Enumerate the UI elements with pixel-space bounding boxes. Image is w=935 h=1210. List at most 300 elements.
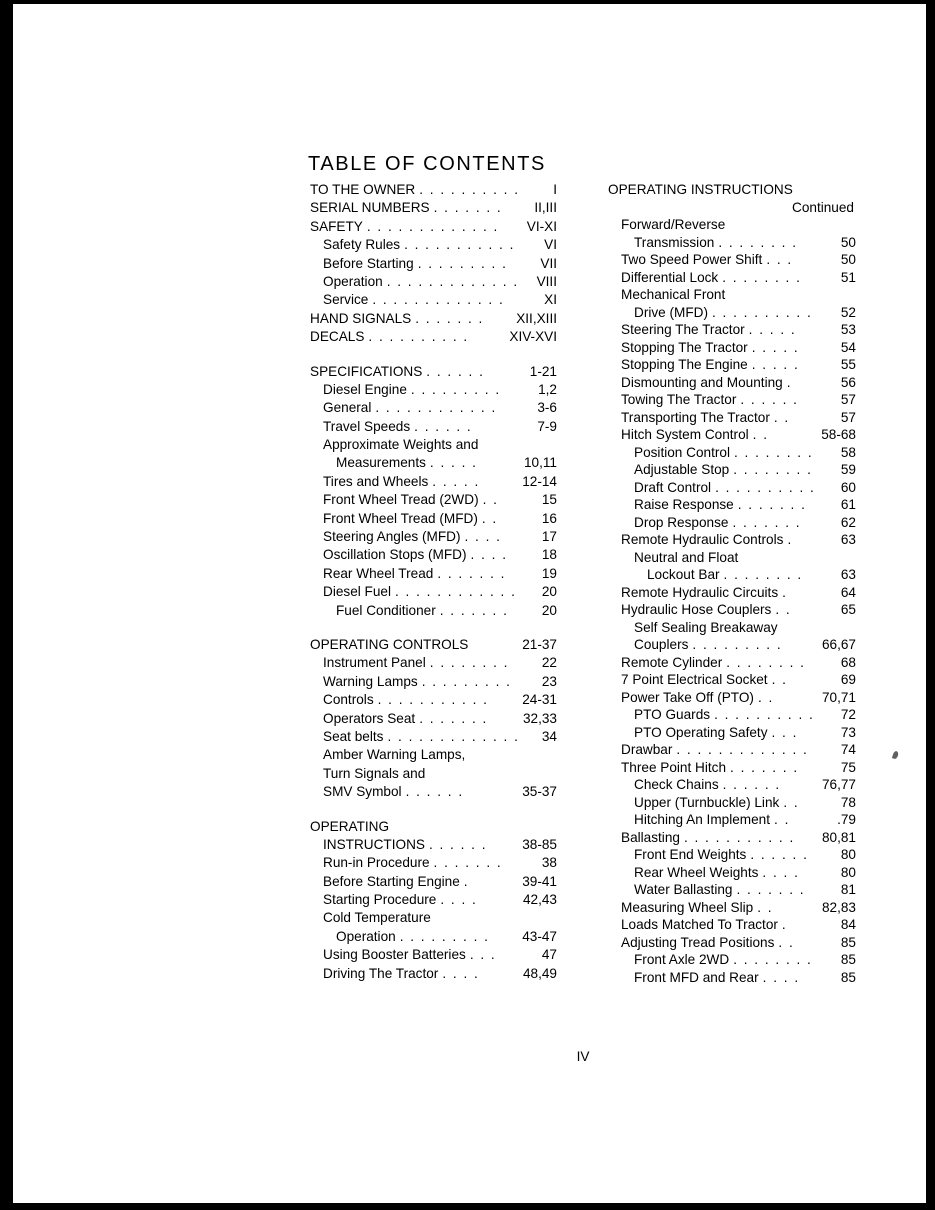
toc-entry bbox=[310, 836, 557, 854]
toc-entry bbox=[608, 759, 856, 777]
toc-entry bbox=[310, 528, 557, 546]
toc-entry bbox=[608, 216, 856, 234]
toc-entry-label: Forward/Reverse bbox=[621, 217, 726, 232]
toc-entry-label: Front Wheel Tread (MFD) bbox=[323, 510, 478, 526]
toc-entry bbox=[608, 374, 856, 392]
toc-entry-page: 58-68 bbox=[821, 427, 856, 442]
toc-entry-label: Transmission bbox=[634, 234, 715, 250]
toc-entry bbox=[310, 783, 557, 801]
toc-entry-page: XII,XIII bbox=[516, 310, 557, 326]
toc-entry-page: 18 bbox=[541, 547, 557, 563]
toc-entry-leader: . bbox=[463, 873, 470, 889]
toc-entry-leader: . . . . . . . . . bbox=[410, 381, 501, 397]
toc-entry-leader: . . . . . . . . bbox=[723, 567, 803, 582]
toc-entry bbox=[310, 691, 557, 709]
toc-entry-label: Stopping The Tractor bbox=[621, 339, 748, 355]
toc-entry-label: Before Starting Engine bbox=[323, 873, 460, 889]
toc-entry-label: INSTRUCTIONS bbox=[323, 836, 425, 852]
toc-entry-label: OPERATING CONTROLS bbox=[310, 636, 469, 652]
toc-entry-label: Steering The Tractor bbox=[621, 322, 745, 337]
toc-entry-label: Run-in Procedure bbox=[323, 855, 430, 871]
toc-entry-leader: . . . . . . . . . . . . . bbox=[676, 742, 809, 757]
toc-entry-page: II,III bbox=[534, 200, 557, 216]
toc-entry bbox=[310, 454, 557, 472]
toc-entry-page: 73 bbox=[840, 724, 856, 740]
toc-entry-leader: . . . . . bbox=[748, 322, 797, 337]
toc-entry-label: Fuel Conditioner bbox=[336, 602, 436, 618]
toc-entry-leader: . . . . . . . . bbox=[726, 654, 806, 670]
toc-entry-page: 80 bbox=[840, 847, 856, 862]
toc-entry-label: Raise Response bbox=[634, 497, 734, 512]
toc-entry-label: Travel Speeds bbox=[323, 418, 411, 434]
toc-entry bbox=[608, 391, 856, 409]
toc-entry-label: Measuring Wheel Slip bbox=[621, 899, 754, 915]
toc-entry-page: XI bbox=[544, 292, 557, 308]
toc-entry-page: 74 bbox=[840, 742, 856, 757]
toc-entry-leader: . . . . bbox=[762, 969, 800, 985]
toc-entry bbox=[608, 479, 856, 497]
toc-entry-page: 64 bbox=[840, 584, 856, 600]
toc-entry-label: OPERATING bbox=[310, 818, 390, 834]
toc-entry bbox=[608, 811, 856, 829]
toc-entry-label: Driving The Tractor bbox=[323, 965, 439, 981]
toc-right-entries bbox=[608, 216, 856, 986]
toc-entry-label: Hitching An Implement bbox=[634, 812, 771, 827]
toc-entry-label: Operators Seat bbox=[323, 710, 416, 726]
toc-entry-label: Front MFD and Rear bbox=[634, 969, 759, 985]
toc-entry-label: Cold Temperature bbox=[323, 910, 431, 926]
toc-entry-page: 75 bbox=[840, 759, 856, 775]
toc-entry-page: 43-47 bbox=[522, 928, 557, 944]
toc-entry bbox=[608, 741, 856, 759]
toc-entry-leader: . . . . . bbox=[751, 357, 800, 372]
toc-entry-leader: . bbox=[782, 584, 788, 600]
toc-entry-page: 76,77 bbox=[821, 777, 856, 792]
toc-entry bbox=[608, 671, 856, 689]
toc-entry-label: Approximate Weights and bbox=[323, 437, 479, 453]
toc-entry-leader: . . . . . . . . . . . . bbox=[395, 584, 517, 600]
toc-entry-label: Remote Hydraulic Controls bbox=[621, 532, 784, 547]
toc-entry-page: 12-14 bbox=[522, 473, 557, 489]
toc-entry bbox=[608, 636, 856, 654]
toc-entry-leader: . bbox=[786, 374, 792, 390]
toc-entry-label: Loads Matched To Tractor bbox=[621, 917, 778, 932]
toc-entry-label: Mechanical Front bbox=[621, 287, 726, 302]
toc-entry bbox=[608, 549, 856, 567]
toc-entry-page: 55 bbox=[840, 357, 856, 372]
toc-entry-leader: . . . . . . . bbox=[415, 310, 484, 326]
toc-entry-page: 81 bbox=[840, 882, 856, 897]
toc-entry-label: TO THE OWNER bbox=[310, 182, 416, 197]
toc-entry bbox=[608, 269, 856, 287]
toc-entry-label: Seat belts bbox=[323, 728, 384, 744]
toc-entry-page: VIII bbox=[536, 273, 557, 289]
page-title: TABLE OF CONTENTS bbox=[308, 153, 546, 176]
toc-entry-leader: . . . . . . . bbox=[433, 855, 503, 871]
toc-entry-page: 15 bbox=[541, 492, 557, 508]
toc-entry bbox=[310, 873, 557, 891]
toc-entry-leader: . bbox=[781, 917, 788, 932]
toc-entry-leader: . . . . . . . bbox=[736, 882, 806, 897]
toc-entry-leader: . . bbox=[783, 794, 800, 810]
toc-entry-page: 82,83 bbox=[821, 899, 856, 915]
toc-section-continued: Continued bbox=[792, 199, 854, 215]
toc-entry bbox=[310, 436, 557, 454]
toc-entry-page: 63 bbox=[840, 567, 856, 582]
toc-entry bbox=[310, 363, 557, 381]
toc-entry-page: 50 bbox=[840, 234, 856, 250]
toc-entry-leader: . . bbox=[757, 689, 774, 705]
toc-entry bbox=[310, 291, 557, 309]
toc-entry-label: Stopping The Engine bbox=[621, 357, 748, 372]
toc-entry-label: Measurements bbox=[336, 455, 426, 471]
toc-entry-label: SAFETY bbox=[310, 218, 363, 234]
scan-edge-top bbox=[0, 0, 935, 4]
toc-entry-label: Before Starting bbox=[323, 255, 414, 271]
toc-entry-page: VI bbox=[544, 237, 557, 253]
toc-entry-leader: . . . . . . . . bbox=[733, 952, 813, 967]
toc-entry-label: Hitch System Control bbox=[621, 427, 749, 442]
toc-entry-label: Drop Response bbox=[634, 514, 729, 530]
toc-entry-page: 16 bbox=[541, 510, 557, 526]
toc-entry bbox=[608, 864, 856, 882]
toc-entry-page: VII bbox=[540, 255, 557, 271]
toc-entry-page: 3-6 bbox=[537, 400, 557, 416]
toc-entry-leader: . . bbox=[771, 672, 788, 687]
toc-entry bbox=[310, 473, 557, 491]
toc-entry-leader: . . . . . . . . . bbox=[399, 928, 490, 944]
toc-entry-label: Oscillation Stops (MFD) bbox=[323, 547, 467, 563]
toc-entry-label: DECALS bbox=[310, 329, 365, 345]
toc-entry-page: 21-37 bbox=[522, 636, 557, 652]
toc-entry-leader: . . . . . . . . . . . . . bbox=[366, 218, 499, 234]
toc-entry-leader: . . . . . . bbox=[428, 836, 487, 852]
toc-entry-leader: . . . . . . . . . . . . . bbox=[372, 292, 505, 308]
toc-entry-page: 32,33 bbox=[522, 710, 557, 726]
toc-entry-label: Operation bbox=[323, 273, 383, 289]
toc-entry bbox=[310, 965, 557, 983]
toc-entry-leader: . . . . . . . . . . . bbox=[683, 829, 795, 845]
toc-entry-page: 57 bbox=[840, 392, 856, 407]
toc-entry-leader: . . . . . bbox=[432, 473, 480, 489]
toc-entry-page: 78 bbox=[840, 794, 856, 810]
toc-entry-leader: . . . . . . . . . . bbox=[712, 304, 813, 320]
toc-entry-leader: . . . . bbox=[464, 529, 502, 545]
toc-entry bbox=[608, 426, 856, 444]
toc-entry-label: Two Speed Power Shift bbox=[621, 252, 763, 267]
toc-entry-page: XIV-XVI bbox=[509, 329, 557, 345]
toc-entry-page: 38-85 bbox=[522, 836, 557, 852]
toc-entry-leader: . . . . . . . . . . bbox=[714, 707, 815, 722]
toc-entry-page: 22 bbox=[541, 655, 557, 671]
toc-entry bbox=[310, 199, 557, 217]
toc-entry-leader: . . . . . . . bbox=[433, 200, 503, 216]
toc-entry-label: Using Booster Batteries bbox=[323, 947, 466, 963]
toc-entry bbox=[608, 496, 856, 514]
toc-entry-page: 59 bbox=[840, 462, 856, 477]
toc-entry-label: Couplers bbox=[634, 637, 689, 652]
toc-entry bbox=[310, 854, 557, 872]
toc-entry-page: 61 bbox=[840, 497, 856, 512]
toc-entry bbox=[310, 328, 557, 346]
toc-entry bbox=[608, 916, 856, 934]
toc-entry bbox=[310, 946, 557, 964]
toc-entry-label: Dismounting and Mounting bbox=[621, 374, 783, 390]
toc-entry-page: 19 bbox=[541, 565, 557, 581]
toc-entry bbox=[608, 251, 856, 269]
toc-entry-label: SERIAL NUMBERS bbox=[310, 200, 430, 216]
toc-entry bbox=[310, 654, 557, 672]
toc-entry-leader: . . . . . . . bbox=[737, 497, 807, 512]
toc-entry-label: Steering Angles (MFD) bbox=[323, 529, 461, 545]
toc-entry-leader: . . . . . . bbox=[740, 392, 799, 407]
toc-entry-page: 50 bbox=[840, 252, 856, 267]
toc-entry bbox=[608, 601, 856, 619]
toc-entry-label: Lockout Bar bbox=[647, 567, 720, 582]
toc-entry-label: Safety Rules bbox=[323, 237, 401, 253]
toc-entry-leader: . . . . . . . . . . bbox=[368, 329, 469, 345]
toc-entry bbox=[608, 776, 856, 794]
toc-entry-page: I bbox=[553, 182, 557, 197]
toc-entry bbox=[608, 881, 856, 899]
toc-entry bbox=[608, 951, 856, 969]
toc-entry-leader: . . . . . . . bbox=[439, 602, 509, 618]
toc-entry bbox=[608, 531, 856, 549]
toc-entry bbox=[608, 846, 856, 864]
toc-entry-label: Warning Lamps bbox=[323, 673, 418, 689]
toc-entry-page: 72 bbox=[840, 707, 856, 722]
toc-entry bbox=[608, 654, 856, 672]
toc-entry-page: 7-9 bbox=[537, 418, 557, 434]
toc-entry-page: .79 bbox=[837, 812, 856, 827]
toc-entry-page: 42,43 bbox=[522, 892, 557, 908]
toc-entry-leader: . . . . . . . . . . bbox=[419, 182, 520, 197]
toc-entry-label: PTO Guards bbox=[634, 707, 711, 722]
toc-entry-label: Rear Wheel Weights bbox=[634, 864, 759, 880]
toc-entry bbox=[608, 584, 856, 602]
toc-entry-label: General bbox=[323, 400, 372, 416]
toc-entry-leader: . . . . . . . . bbox=[429, 655, 509, 671]
toc-entry bbox=[310, 381, 557, 399]
toc-entry-leader: . . . . . . . . . . . . bbox=[375, 400, 497, 416]
toc-entry bbox=[310, 746, 557, 764]
toc-entry bbox=[608, 566, 856, 584]
toc-entry-page: 54 bbox=[840, 339, 856, 355]
toc-entry-page: 85 bbox=[840, 952, 856, 967]
toc-entry-label: Turn Signals and bbox=[323, 765, 426, 781]
toc-entry bbox=[608, 724, 856, 742]
toc-entry-page: 57 bbox=[840, 409, 856, 425]
toc-entry-label: PTO Operating Safety bbox=[634, 724, 768, 740]
toc-entry bbox=[310, 510, 557, 528]
toc-entry bbox=[310, 891, 557, 909]
toc-entry-leader: . . . . . . . bbox=[732, 514, 802, 530]
toc-entry-leader: . . . . . . . . bbox=[733, 444, 814, 460]
toc-entry bbox=[310, 399, 557, 417]
toc-entry-page: 60 bbox=[840, 479, 856, 495]
toc-entry bbox=[608, 321, 856, 339]
toc-entry-leader: . . . . . . . . . . . . . bbox=[387, 728, 520, 744]
toc-entry-leader: . . bbox=[757, 899, 774, 915]
toc-entry-label: Front Axle 2WD bbox=[634, 952, 730, 967]
toc-entry bbox=[608, 234, 856, 252]
toc-entry-label: Check Chains bbox=[634, 777, 719, 792]
toc-entry-page: 1-21 bbox=[529, 363, 557, 379]
toc-entry-page: 39-41 bbox=[522, 873, 557, 889]
toc-entry-leader: . . . . . . bbox=[414, 418, 473, 434]
scan-edge-bottom bbox=[0, 1203, 935, 1210]
toc-entry-leader: . . bbox=[481, 510, 498, 526]
toc-entry bbox=[310, 765, 557, 783]
toc-entry-page: 20 bbox=[541, 584, 557, 600]
toc-entry-leader: . . . . . . . . . . bbox=[715, 479, 816, 495]
scan-edge-left bbox=[0, 0, 13, 1210]
toc-entry-page: 85 bbox=[840, 969, 856, 985]
toc-entry-leader: . . . bbox=[771, 724, 798, 740]
toc-entry bbox=[310, 636, 557, 654]
toc-entry-label: Water Ballasting bbox=[634, 882, 733, 897]
toc-entry-label: Upper (Turnbuckle) Link bbox=[634, 794, 780, 810]
toc-entry-page: 51 bbox=[840, 269, 856, 285]
toc-entry-page: 20 bbox=[541, 602, 557, 618]
toc-entry-label: Instrument Panel bbox=[323, 655, 426, 671]
page-number: IV bbox=[576, 1049, 590, 1064]
toc-entry-leader: . . . . . . bbox=[750, 847, 809, 862]
toc-entry bbox=[608, 409, 856, 427]
toc-entry bbox=[310, 818, 557, 836]
toc-entry-leader: . . . bbox=[469, 947, 497, 963]
toc-entry-label: Draft Control bbox=[634, 479, 712, 495]
toc-entry bbox=[310, 236, 557, 254]
toc-entry bbox=[608, 794, 856, 812]
toc-entry-leader: . . . . . . . bbox=[730, 759, 799, 775]
toc-entry-leader: . . . bbox=[766, 252, 793, 267]
toc-entry bbox=[310, 255, 557, 273]
toc-entry-leader: . . . . . . . bbox=[437, 565, 506, 581]
toc-entry-page: 17 bbox=[541, 529, 557, 545]
toc-entry-leader: . . . . . . bbox=[426, 363, 485, 379]
toc-entry-leader: . . bbox=[775, 602, 792, 617]
toc-entry-label: Diesel Fuel bbox=[323, 584, 391, 600]
toc-entry-label: Towing The Tractor bbox=[621, 392, 737, 407]
toc-entry-label: Three Point Hitch bbox=[621, 759, 727, 775]
toc-entry-label: HAND SIGNALS bbox=[310, 310, 412, 326]
toc-entry-label: Tires and Wheels bbox=[323, 473, 429, 489]
toc-entry-label: Drive (MFD) bbox=[634, 304, 708, 320]
toc-entry bbox=[608, 829, 856, 847]
toc-entry bbox=[310, 273, 557, 291]
toc-entry-page: 24-31 bbox=[522, 692, 557, 708]
scan-edge-right bbox=[926, 0, 935, 1210]
toc-entry-page: 1,2 bbox=[538, 381, 557, 397]
toc-entry-leader: . . bbox=[778, 934, 795, 950]
toc-entry-label: SPECIFICATIONS bbox=[310, 363, 423, 379]
toc-entry-label: Controls bbox=[323, 692, 374, 708]
toc-entry-label: Front End Weights bbox=[634, 847, 747, 862]
toc-entry-leader: . . . . . . . . . . . . . bbox=[386, 273, 519, 289]
toc-entry-leader: . . . . bbox=[470, 547, 508, 563]
toc-entry-leader: . . bbox=[773, 409, 790, 425]
toc-entry-page: 70,71 bbox=[821, 689, 856, 705]
toc-entry-label: Hydraulic Hose Couplers bbox=[621, 602, 772, 617]
toc-entry-leader: . bbox=[787, 532, 793, 547]
toc-entry-leader: . . . . . . . . . bbox=[692, 637, 783, 652]
toc-entry-leader: . . . . . . . . bbox=[722, 269, 802, 285]
toc-entry-label: Drawbar bbox=[621, 742, 673, 757]
toc-entry-leader: . . bbox=[752, 427, 769, 442]
toc-entry-page: 69 bbox=[840, 672, 856, 687]
toc-entry-page: 63 bbox=[840, 532, 856, 547]
toc-entry bbox=[310, 673, 557, 691]
toc-entry-label: Front Wheel Tread (2WD) bbox=[323, 492, 479, 508]
toc-entry-label: 7 Point Electrical Socket bbox=[621, 672, 768, 687]
toc-entry-leader: . . . . . . . . . . . bbox=[404, 237, 515, 253]
toc-entry-page: 62 bbox=[840, 514, 856, 530]
toc-entry-leader: . . . . . bbox=[429, 455, 478, 471]
toc-entry-page: 80 bbox=[840, 864, 856, 880]
toc-entry bbox=[310, 418, 557, 436]
toc-entry bbox=[310, 181, 557, 199]
toc-entry bbox=[310, 218, 557, 236]
toc-entry-label: SMV Symbol bbox=[323, 784, 402, 800]
toc-entry bbox=[608, 689, 856, 707]
toc-entry-label: Power Take Off (PTO) bbox=[621, 689, 754, 705]
toc-entry-label: Self Sealing Breakaway bbox=[634, 619, 778, 635]
toc-entry-page: VI-XI bbox=[526, 218, 557, 234]
toc-entry-page: 47 bbox=[541, 947, 557, 963]
toc-entry bbox=[608, 304, 856, 322]
toc-entry bbox=[608, 339, 856, 357]
toc-entry-leader: . . . . . . bbox=[405, 784, 464, 800]
toc-entry-page: 52 bbox=[840, 304, 856, 320]
toc-entry bbox=[310, 710, 557, 728]
toc-entry-label: Adjusting Tread Positions bbox=[621, 934, 775, 950]
toc-entry bbox=[310, 583, 557, 601]
toc-entry-label: Position Control bbox=[634, 444, 730, 460]
toc-entry-label: Service bbox=[323, 292, 369, 308]
toc-entry-leader: . . . . . bbox=[751, 339, 800, 355]
toc-entry bbox=[608, 444, 856, 462]
toc-entry-page: 38 bbox=[541, 855, 557, 871]
toc-entry-page: 35-37 bbox=[522, 784, 557, 800]
toc-entry bbox=[608, 356, 856, 374]
toc-entry-leader: . . . . . . . . bbox=[718, 234, 798, 250]
toc-entry-page: 56 bbox=[840, 374, 856, 390]
toc-entry bbox=[310, 928, 557, 946]
toc-entry-leader: . . bbox=[482, 492, 499, 508]
toc-entry bbox=[310, 909, 557, 927]
toc-entry bbox=[310, 602, 557, 620]
toc-entry bbox=[310, 310, 557, 328]
toc-entry-label: Ballasting bbox=[621, 829, 680, 845]
toc-entry bbox=[608, 934, 856, 952]
toc-section-header: OPERATING INSTRUCTIONS bbox=[608, 182, 793, 197]
toc-entry bbox=[310, 565, 557, 583]
toc-entry-label: Transporting The Tractor bbox=[621, 409, 770, 425]
toc-entry-label: Remote Hydraulic Circuits bbox=[621, 584, 779, 600]
toc-entry-leader: . . . . bbox=[762, 864, 800, 880]
toc-entry-leader: . . . . bbox=[442, 965, 480, 981]
toc-entry-page: 68 bbox=[840, 654, 856, 670]
toc-entry-page: 23 bbox=[541, 673, 557, 689]
toc-left-column bbox=[310, 181, 557, 983]
toc-entry-page: 85 bbox=[840, 934, 856, 950]
toc-entry-label: Neutral and Float bbox=[634, 549, 739, 565]
toc-entry bbox=[608, 514, 856, 532]
toc-entry-page: 48,49 bbox=[522, 965, 557, 981]
toc-entry-label: Diesel Engine bbox=[323, 381, 407, 397]
toc-entry-page: 10,11 bbox=[523, 455, 557, 471]
